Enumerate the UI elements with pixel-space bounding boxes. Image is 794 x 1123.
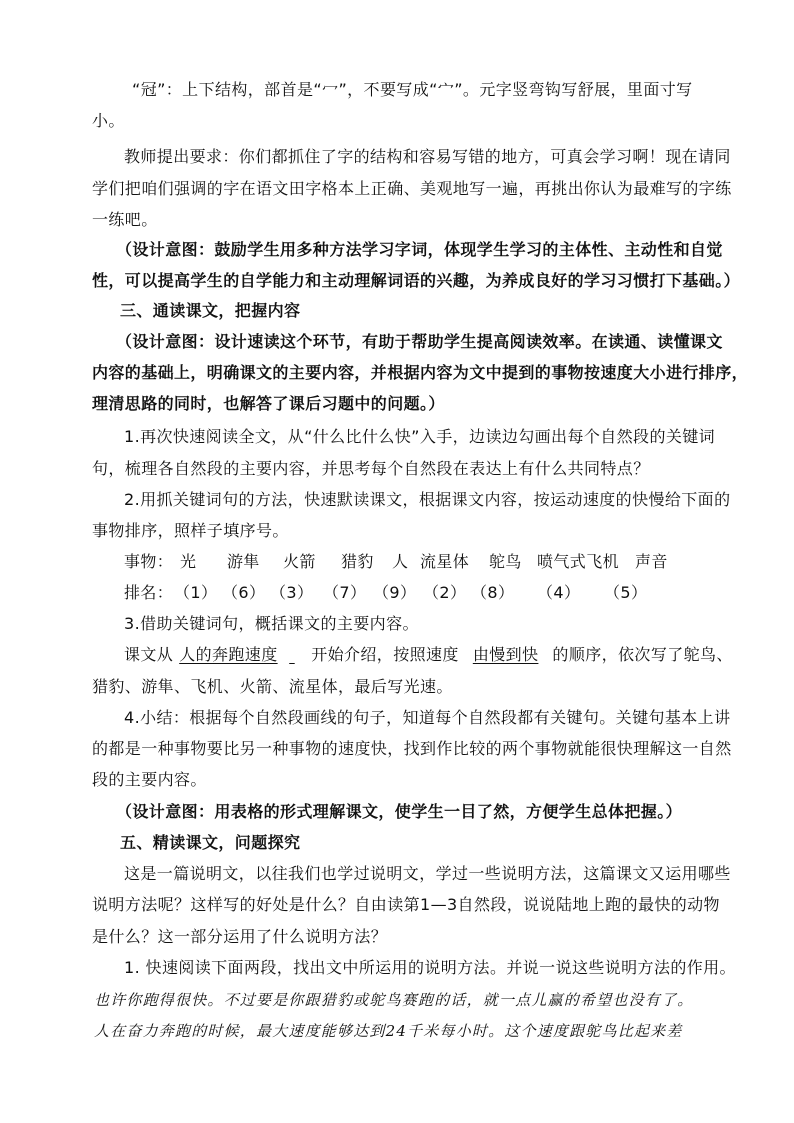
design-intent-line: 性，可以提高学生的自学能力和主动理解词语的兴趣，为养成良好的学习习惯打下基础。） xyxy=(92,271,741,290)
design-intent-line: 理清思路的同时，也解答了课后习题中的问题。） xyxy=(92,394,445,413)
section-heading: 三、通读课文，把握内容 xyxy=(120,301,301,320)
paragraph-line: 4.小结：根据每个自然段画线的句子，知道每个自然段都有关键句。关键句基本上讲 xyxy=(124,708,731,727)
thing-item: 声音 xyxy=(635,552,668,571)
quoted-passage-line: 人在奋力奔跑的时候，最大速度能够达到24千米每小时。这个速度跟鸵鸟比起来差 xyxy=(94,1022,683,1040)
design-intent-line: 内容的基础上，明确课文的主要内容，并根据内容为文中提到的事物按速度大小进行排序， xyxy=(92,363,749,382)
thing-item: 人 xyxy=(392,552,409,571)
rank-item: （3） xyxy=(270,583,314,602)
summary-text: 的顺序，依次写了鸵鸟、 xyxy=(552,645,733,664)
summary-blank-2: 由慢到快 xyxy=(472,645,539,664)
paragraph-line: 是什么？这一部分运用了什么说明方法？ xyxy=(92,927,388,946)
rank-item: （9） xyxy=(373,583,417,602)
design-intent-line: （设计意图：设计速读这个环节，有助于帮助学生提高阅读效率。在读通、读懂课文 xyxy=(116,332,723,351)
summary-text: 课文从 xyxy=(124,645,174,664)
paragraph-line: 2.用抓关键词句的方法，快速默读课文，根据课文内容，按运动速度的快慢给下面的 xyxy=(124,490,731,509)
paragraph-line: 段的主要内容。 xyxy=(92,770,207,789)
thing-item: 猎豹 xyxy=(341,552,374,571)
quoted-passage-line: 也许你跑得很快。不过要是你跟猎豹或鸵鸟赛跑的话，就一点儿赢的希望也没有了。 xyxy=(94,991,694,1009)
rank-item: （2） xyxy=(423,583,467,602)
things-row xyxy=(124,552,668,572)
paragraph-line: 1. 快速阅读下面两段，找出文中所运用的说明方法。并说一说这些说明方法的作用。 xyxy=(124,958,736,977)
rank-label: 排名： xyxy=(124,583,174,602)
thing-item: 流星体 xyxy=(420,552,470,571)
thing-item: 喷气式飞机 xyxy=(537,552,620,571)
thing-item: 游隼 xyxy=(227,552,260,571)
rank-row xyxy=(124,583,647,603)
paragraph-line: 1.再次快速阅读全文，从“什么比什么快”入手，边读边勾画出每个自然段的关键词 xyxy=(124,427,716,446)
rank-item: （4） xyxy=(537,583,581,602)
rank-item: （8） xyxy=(471,583,515,602)
design-intent-line: （设计意图：鼓励学生用多种方法学习字词，体现学生学习的主体性、主动性和自觉 xyxy=(116,240,723,259)
paragraph-line: 的都是一种事物要比另一种事物的速度快，找到作比较的两个事物就能很快理解这一自然 xyxy=(92,739,732,758)
paragraph-line: 说明方法呢？这样写的好处是什么？自由读第1—3自然段，说说陆地上跑的最快的动物 xyxy=(92,895,720,914)
paragraph-line: 事物排序，照样子填序号。 xyxy=(92,521,289,540)
underline-pad xyxy=(289,645,311,665)
thing-item: 火箭 xyxy=(283,552,316,571)
rank-item: （5） xyxy=(604,583,648,602)
paragraph-line: “冠”：上下结构，部首是“冖”，不要写成“宀”。元字竖弯钩写舒展，里面寸写 xyxy=(132,80,693,99)
paragraph-line: 3.借助关键词句，概括课文的主要内容。 xyxy=(124,614,419,633)
summary-text: 开始介绍，按照速度 xyxy=(311,645,459,664)
rank-item: （1） xyxy=(174,583,218,602)
rank-item: （6） xyxy=(222,583,266,602)
paragraph-line: 小。 xyxy=(92,111,125,130)
rank-item: （7） xyxy=(323,583,367,602)
paragraph-line: 学们把咱们强调的字在语文田字格本上正确、美观地写一遍，再挑出你认为最难写的字练 xyxy=(92,179,732,198)
things-label: 事物： xyxy=(124,552,174,571)
summary-line xyxy=(124,645,733,665)
paragraph-line: 猎豹、游隼、飞机、火箭、流星体，最后写光速。 xyxy=(92,677,453,696)
paragraph-line: 这是一篇说明文，以往我们也学过说明文，学过一些说明方法，这篇课文又运用哪些 xyxy=(124,864,731,883)
paragraph-line: 句，梳理各自然段的主要内容，并思考每个自然段在表达上有什么共同特点？ xyxy=(92,459,650,478)
design-intent-line: （设计意图：用表格的形式理解课文，使学生一目了然，方便学生总体把握。） xyxy=(116,802,683,821)
summary-blank-1: 人的奔跑速度 xyxy=(179,645,278,664)
paragraph-line: 一练吧。 xyxy=(92,210,158,229)
thing-item: 鸵鸟 xyxy=(489,552,522,571)
paragraph-line: 教师提出要求：你们都抓住了字的结构和容易写错的地方，可真会学习啊！现在请同 xyxy=(124,147,731,166)
section-heading: 五、精读课文，问题探究 xyxy=(120,833,301,852)
thing-item: 光 xyxy=(180,552,197,571)
